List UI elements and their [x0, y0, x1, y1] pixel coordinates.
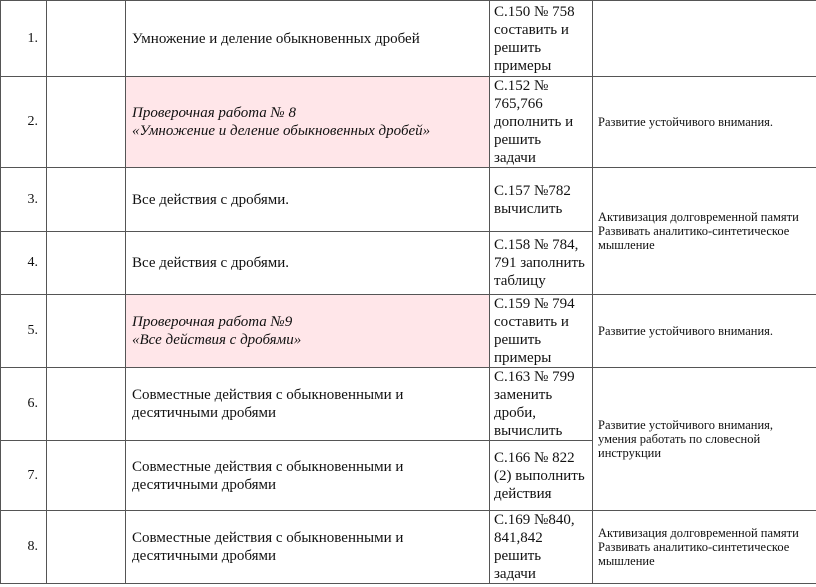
task-line: С.158 № 784,: [494, 237, 579, 253]
homework-task: [490, 511, 593, 584]
lesson-topic: [126, 295, 490, 368]
row-number: 3.: [1, 168, 47, 232]
empty-cell: [47, 295, 126, 368]
topic-line: Все действия с дробями.: [132, 255, 290, 271]
task-line: С.150 № 758: [494, 4, 575, 20]
goal-line: Развивать аналитико-синтетическое: [598, 540, 790, 554]
goal-line: мышление: [598, 238, 655, 252]
table-row: [1, 1, 816, 77]
goal-line: Активизация долговременной памяти: [598, 526, 799, 540]
table-row: [1, 77, 816, 168]
goal-line: инструкции: [598, 446, 662, 460]
correction-goal: [593, 511, 816, 584]
correction-goal: [593, 168, 816, 295]
task-line: вычислить: [494, 200, 563, 217]
correction-goal: [593, 295, 816, 368]
task-line: действия: [494, 485, 552, 502]
task-line: дополнить и: [494, 114, 574, 130]
lesson-topic: [126, 77, 490, 168]
homework-task: [490, 1, 593, 77]
lesson-topic: [126, 232, 490, 295]
task-line: решить: [494, 132, 542, 148]
task-line: С.163 № 799: [494, 369, 575, 385]
topic-line: Совместные действия с обыкновенными и: [132, 458, 404, 475]
task-line: С.152 №: [494, 78, 549, 94]
task-line: С.159 № 794: [494, 296, 575, 312]
table-row: [1, 368, 816, 441]
empty-cell: [47, 232, 126, 295]
topic-line: Проверочная работа № 8: [132, 105, 296, 121]
homework-task: [490, 232, 593, 295]
homework-task: [490, 441, 593, 511]
goal-line: умения работать по словесной: [598, 432, 761, 446]
task-line: примеры: [494, 58, 552, 74]
task-line: задачи: [494, 566, 536, 582]
topic-line: десятичными дробями: [132, 548, 277, 564]
empty-cell: [47, 168, 126, 232]
topic-line: Проверочная работа №9: [132, 314, 293, 330]
task-line: 841,842: [494, 530, 543, 546]
empty-cell: [47, 77, 126, 168]
goal-line: Развитие устойчивого внимания.: [598, 324, 774, 338]
task-line: составить и: [494, 314, 569, 330]
correction-goal: [593, 368, 816, 511]
lesson-topic: [126, 368, 490, 441]
task-line: 765,766: [494, 96, 543, 112]
lesson-topic: [126, 1, 490, 77]
topic-line: Все действия с дробями.: [132, 191, 290, 208]
homework-task: [490, 77, 593, 168]
homework-task: [490, 295, 593, 368]
topic-line: «Умножение и деление обыкновенных дробей»: [132, 123, 431, 139]
empty-cell: [47, 511, 126, 584]
row-number: 1.: [1, 1, 47, 77]
row-number: 7.: [1, 441, 47, 511]
table-row: [1, 295, 816, 368]
goal-line: Развитие устойчивого внимания.: [598, 115, 774, 129]
empty-cell: [47, 441, 126, 511]
empty-cell: [47, 1, 126, 77]
task-line: задачи: [494, 150, 536, 166]
task-line: дроби,: [494, 405, 537, 421]
lesson-topic: [126, 511, 490, 584]
task-line: заменить: [494, 387, 553, 403]
table-row: [1, 511, 816, 584]
task-line: вычислить: [494, 423, 563, 439]
task-line: решить: [494, 548, 542, 564]
goal-line: мышление: [598, 554, 655, 568]
task-line: (2) выполнить: [494, 467, 585, 484]
row-number: 5.: [1, 295, 47, 368]
task-line: таблицу: [494, 273, 546, 289]
task-line: С.166 № 822: [494, 449, 575, 466]
task-line: решить: [494, 40, 542, 56]
topic-line: десятичными дробями: [132, 476, 277, 493]
row-number: 4.: [1, 232, 47, 295]
task-line: решить: [494, 332, 542, 348]
topic-line: Совместные действия с обыкновенными и: [132, 530, 404, 546]
table-row: [1, 168, 816, 232]
correction-goal: [593, 1, 816, 77]
topic-line: Умножение и деление обыкновенных дробей: [132, 30, 420, 47]
homework-task: [490, 368, 593, 441]
lesson-topic: [126, 441, 490, 511]
row-number: 2.: [1, 77, 47, 168]
lesson-topic: [126, 168, 490, 232]
topic-line: «Все действия с дробями»: [132, 332, 302, 348]
correction-goal: [593, 77, 816, 168]
row-number: 8.: [1, 511, 47, 584]
task-line: 791 заполнить: [494, 255, 585, 271]
goal-line: Развивать аналитико-синтетическое: [598, 224, 790, 238]
topic-line: десятичными дробями: [132, 405, 277, 421]
row-number: 6.: [1, 368, 47, 441]
task-line: составить и: [494, 22, 569, 38]
goal-line: Активизация долговременной памяти: [598, 210, 799, 224]
homework-task: [490, 168, 593, 232]
goal-line: Развитие устойчивого внимания,: [598, 418, 774, 432]
topic-line: Совместные действия с обыкновенными и: [132, 387, 404, 403]
empty-cell: [47, 368, 126, 441]
task-line: примеры: [494, 350, 552, 366]
task-line: С.157 №782: [494, 182, 571, 199]
task-line: С.169 №840,: [494, 512, 575, 528]
